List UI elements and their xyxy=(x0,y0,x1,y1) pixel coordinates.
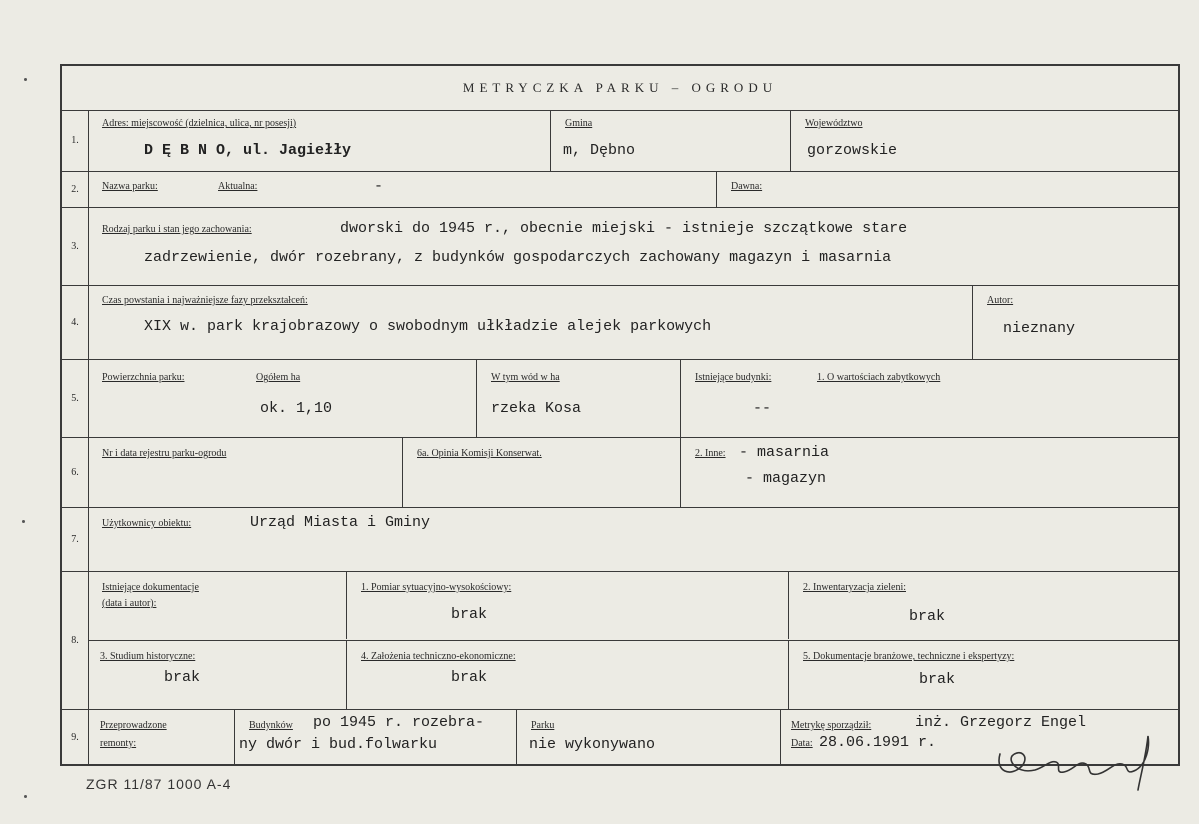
former-name-cell xyxy=(716,172,1178,207)
documentation-lower-row xyxy=(88,640,1178,709)
other-buildings-label: 2. Inne: xyxy=(695,448,726,459)
area-label: Powierzchnia parku: xyxy=(102,372,185,383)
row-number: 5. xyxy=(62,360,89,437)
park-type-value-line1: dworski do 1945 r., obecnie miejski - istnieje szczątkowe stare xyxy=(340,220,908,237)
park-name-label: Nazwa parku: xyxy=(102,181,158,192)
row-address xyxy=(62,110,1178,172)
row-number: 2. xyxy=(62,172,89,207)
author-value: nieznany xyxy=(1003,320,1076,337)
park-repairs-cell xyxy=(516,710,780,764)
other-buildings-value-2: - magazyn xyxy=(745,470,827,487)
row-number: 9. xyxy=(62,710,89,764)
park-repairs-value: nie wykonywano xyxy=(529,736,656,753)
buildings-cell xyxy=(680,360,1178,437)
gmina-cell xyxy=(550,110,790,171)
address-value: D Ę B N O, ul. Jagiełły xyxy=(144,142,352,159)
survey-label: 1. Pomiar sytuacyjno-wysokościowy: xyxy=(361,582,512,593)
historic-buildings-value: -- xyxy=(753,400,772,417)
inventory-cell xyxy=(788,572,1178,639)
row-area xyxy=(62,360,1178,438)
other-buildings-value-1: - masarnia xyxy=(739,444,830,461)
inventory-value: brak xyxy=(909,608,946,625)
row-park-type xyxy=(62,208,1178,286)
total-area-label: Ogółem ha xyxy=(256,372,301,383)
form-code: ZGR 11/87 1000 A-4 xyxy=(86,776,232,792)
park-type-value-line2: zadrzewienie, dwór rozebrany, z budynków gospodarczych zachowany magazyn i masarnia xyxy=(144,249,892,266)
documentation-label-2: (data i autor): xyxy=(102,598,157,609)
survey-value: brak xyxy=(451,606,488,623)
row-register xyxy=(62,438,1178,508)
users-value: Urząd Miasta i Gminy xyxy=(250,514,431,531)
current-name-value: - xyxy=(374,178,384,195)
branch-docs-value: brak xyxy=(919,671,956,688)
author-cell xyxy=(972,286,1178,359)
users-label: Użytkownicy obiektu: xyxy=(102,518,192,529)
register-label: Nr i data rejestru parku-ogrodu xyxy=(102,448,227,459)
row-number: 4. xyxy=(62,286,89,359)
tech-assumptions-label: 4. Założenia techniczno-ekonomiczne: xyxy=(361,651,516,662)
park-repairs-label: Parku xyxy=(531,720,555,731)
park-type-label: Rodzaj parku i stan jego zachowania: xyxy=(102,224,252,235)
survey-cell xyxy=(346,572,788,639)
branch-docs-label: 5. Dokumentacje branżowe, techniczne i ekspertyzy: xyxy=(803,651,1015,662)
origin-label: Czas powstania i najważniejsze fazy przekształceń: xyxy=(102,295,308,306)
buildings-repairs-value-2: ny dwór i bud.folwarku xyxy=(239,736,438,753)
row-number: 1. xyxy=(62,110,89,171)
voivodeship-cell xyxy=(790,110,1178,171)
existing-buildings-label: Istniejące budynki: xyxy=(695,372,772,383)
historical-study-value: brak xyxy=(164,669,201,686)
punch-mark xyxy=(22,520,25,523)
address-label: Adres: miejscowość (dzielnica, ulica, nr posesji) xyxy=(102,118,297,129)
row-number: 3. xyxy=(62,208,89,285)
row-users xyxy=(62,508,1178,572)
other-buildings-cell xyxy=(680,438,1178,507)
historical-study-label: 3. Studium historyczne: xyxy=(100,651,196,662)
water-label: W tym wód w ha xyxy=(491,372,560,383)
total-area-value: ok. 1,10 xyxy=(260,400,333,417)
row-origin xyxy=(62,286,1178,360)
park-record-form xyxy=(60,64,1180,766)
row-number: 6. xyxy=(62,438,89,507)
row-number: 7. xyxy=(62,508,89,571)
inventory-label: 2. Inwentaryzacja zieleni: xyxy=(803,582,906,593)
punch-mark xyxy=(24,795,27,798)
gmina-value: m, Dębno xyxy=(563,142,636,159)
date-value: 28.06.1991 r. xyxy=(819,734,937,751)
row-number: 8. xyxy=(62,572,89,709)
former-name-label: Dawna: xyxy=(731,181,763,192)
voivodeship-label: Województwo xyxy=(805,118,863,129)
buildings-repairs-value-1: po 1945 r. rozebra- xyxy=(313,714,485,731)
gmina-label: Gmina xyxy=(565,118,593,129)
voivodeship-value: gorzowskie xyxy=(807,142,898,159)
signature-image xyxy=(990,726,1170,796)
buildings-repairs-label: Budynków xyxy=(249,720,293,731)
origin-value: XIX w. park krajobrazowy o swobodnym ułkładzie alejek parkowych xyxy=(144,318,712,335)
form-title: METRYCZKA PARKU – OGRODU xyxy=(62,66,1178,111)
date-label: Data: xyxy=(791,738,813,749)
branch-docs-cell xyxy=(788,641,1178,709)
opinion-label: 6a. Opinia Komisji Konserwat. xyxy=(417,448,542,459)
buildings-repairs-cell xyxy=(234,710,516,764)
tech-assumptions-cell xyxy=(346,641,788,709)
water-cell xyxy=(476,360,680,437)
tech-assumptions-value: brak xyxy=(451,669,488,686)
documentation-label: Istniejące dokumentacje xyxy=(102,582,199,593)
repairs-label-2: remonty: xyxy=(100,738,137,749)
repairs-label: Przeprowadzone xyxy=(100,720,167,731)
made-by-label: Metrykę sporządził: xyxy=(791,720,872,731)
historic-buildings-label: 1. O wartościach zabytkowych xyxy=(817,372,941,383)
made-by-value: inż. Grzegorz Engel xyxy=(915,714,1087,731)
row-park-name xyxy=(62,172,1178,208)
water-value: rzeka Kosa xyxy=(491,400,582,417)
punch-mark xyxy=(24,78,27,81)
author-label: Autor: xyxy=(987,295,1014,306)
opinion-cell xyxy=(402,438,680,507)
row-documentation xyxy=(62,572,1178,710)
current-name-label: Aktualna: xyxy=(218,181,258,192)
